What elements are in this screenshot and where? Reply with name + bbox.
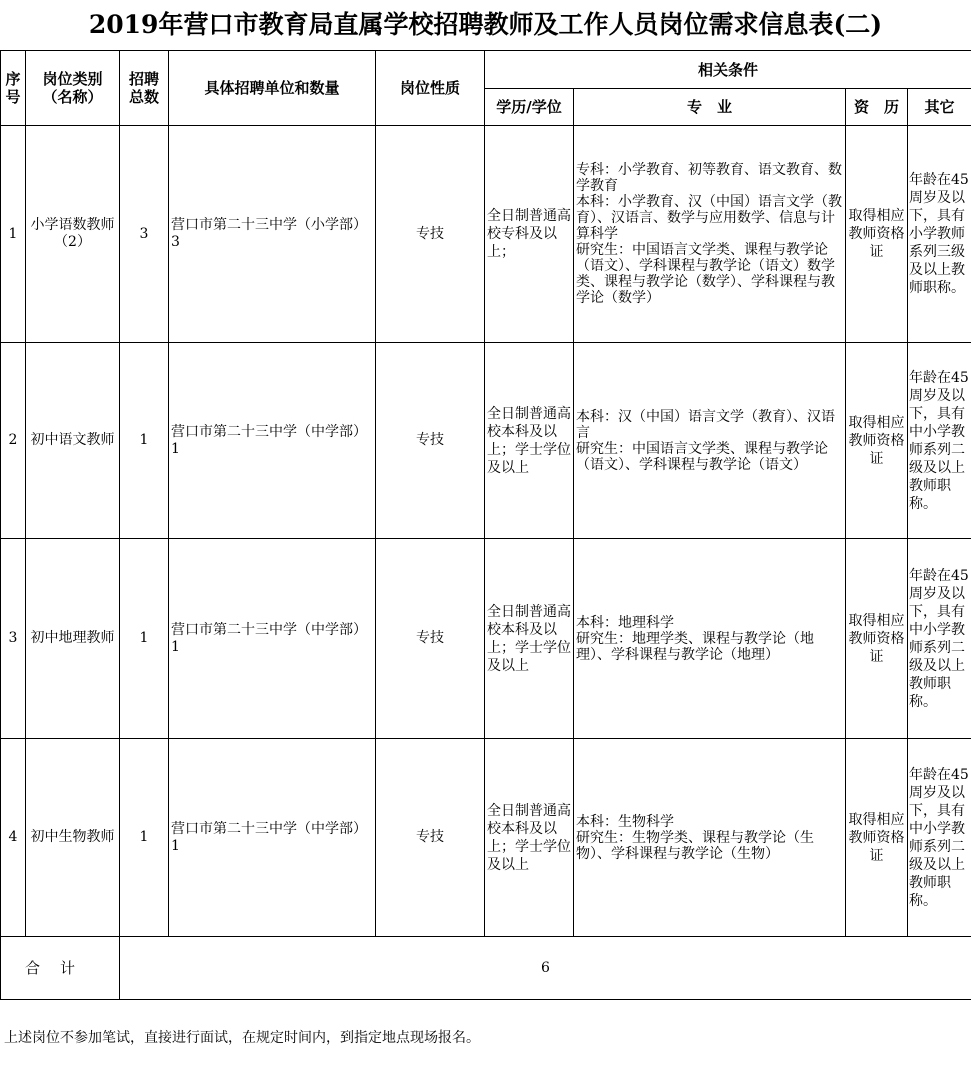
total-label: 合计 xyxy=(1,937,120,1000)
row-nature: 专技 xyxy=(376,739,485,937)
header-position: 岗位类别（名称） xyxy=(26,51,120,126)
footnote: 上述岗位不参加笔试，直接进行面试，在规定时间内，到指定地点现场报名。 xyxy=(4,1030,480,1046)
row-position: 初中地理教师 xyxy=(26,539,120,739)
row-position: 初中语文教师 xyxy=(26,343,120,539)
row-qual: 取得相应教师资格证 xyxy=(846,126,908,343)
table-row xyxy=(1,739,971,937)
row-count: 3 xyxy=(120,126,169,343)
row-unit: 营口市第二十三中学（中学部）1 xyxy=(169,739,376,937)
row-nature: 专技 xyxy=(376,343,485,539)
row-other: 年龄在45周岁及以下，具有中小学教师系列二级及以上教师职称。 xyxy=(908,539,971,739)
row-qual: 取得相应教师资格证 xyxy=(846,739,908,937)
table-row xyxy=(1,343,971,539)
major-line: 本科：生物科学 xyxy=(576,813,674,830)
row-unit: 营口市第二十三中学（小学部）3 xyxy=(169,126,376,343)
header-seq: 序号 xyxy=(1,51,26,126)
row-nature: 专技 xyxy=(376,539,485,739)
row-edu: 全日制普通高校本科及以上；学士学位及以上 xyxy=(485,739,574,937)
row-major xyxy=(574,343,846,539)
row-edu: 全日制普通高校本科及以上；学士学位及以上 xyxy=(485,343,574,539)
header-major: 专 业 xyxy=(574,89,846,126)
row-count: 1 xyxy=(120,739,169,937)
major-line: 本科：汉（中国）语言文学（教育）、汉语言 xyxy=(576,408,835,441)
row-major xyxy=(574,739,846,937)
row-nature: 专技 xyxy=(376,126,485,343)
header-nature: 岗位性质 xyxy=(376,51,485,126)
page-title: 2019年营口市教育局直属学校招聘教师及工作人员岗位需求信息表(二) xyxy=(88,10,883,39)
row-other: 年龄在45周岁及以下，具有中小学教师系列二级及以上教师职称。 xyxy=(908,739,971,937)
row-seq: 1 xyxy=(1,126,26,343)
major-line: 研究生：生物学类、课程与教学论（生物）、学科课程与教学论（生物） xyxy=(576,829,814,862)
header-other: 其它 xyxy=(908,89,971,126)
row-edu: 全日制普通高校本科及以上；学士学位及以上 xyxy=(485,539,574,739)
row-count: 1 xyxy=(120,539,169,739)
row-major xyxy=(574,539,846,739)
total-row xyxy=(1,937,971,1000)
row-count: 1 xyxy=(120,343,169,539)
row-other: 年龄在45周岁及以下，具有小学教师系列三级及以上教师职称。 xyxy=(908,126,971,343)
major-line: 研究生：地理学类、课程与教学论（地理）、学科课程与教学论（地理） xyxy=(576,630,814,663)
table-row xyxy=(1,126,971,343)
row-edu: 全日制普通高校专科及以上； xyxy=(485,126,574,343)
row-position: 小学语数教师（2） xyxy=(26,126,120,343)
major-line: 本科：地理科学 xyxy=(576,614,674,631)
header-count: 招聘总数 xyxy=(120,51,169,126)
row-seq: 3 xyxy=(1,539,26,739)
row-qual: 取得相应教师资格证 xyxy=(846,539,908,739)
row-qual: 取得相应教师资格证 xyxy=(846,343,908,539)
row-unit: 营口市第二十三中学（中学部）1 xyxy=(169,539,376,739)
row-seq: 4 xyxy=(1,739,26,937)
major-line: 研究生：中国语言文学类、课程与教学论（语文）、学科课程与教学论（语文） xyxy=(576,440,828,473)
major-line: 专科：小学教育、初等教育、语文教育、数学教育 xyxy=(576,162,842,194)
table-row xyxy=(1,539,971,739)
row-position: 初中生物教师 xyxy=(26,739,120,937)
header-unit: 具体招聘单位和数量 xyxy=(169,51,376,126)
header-edu: 学历/学位 xyxy=(485,89,574,126)
row-other: 年龄在45周岁及以下，具有中小学教师系列二级及以上教师职称。 xyxy=(908,343,971,539)
major-line: 研究生：中国语言文学类、课程与教学论（语文）、学科课程与教学论（语文）数学类、课程与教学论（数学）、学科课程与教学论（数学） xyxy=(576,242,835,306)
total-value: 6 xyxy=(120,937,971,1000)
major-line: 本科：小学教育、汉（中国）语言文学（教育）、汉语言、数学与应用数学、信息与计算科学 xyxy=(576,194,842,242)
row-unit: 营口市第二十三中学（中学部）1 xyxy=(169,343,376,539)
row-major xyxy=(574,126,846,343)
header-qual: 资 历 xyxy=(846,89,908,126)
header-conditions: 相关条件 xyxy=(485,51,971,89)
row-seq: 2 xyxy=(1,343,26,539)
recruitment-table xyxy=(0,50,971,1000)
